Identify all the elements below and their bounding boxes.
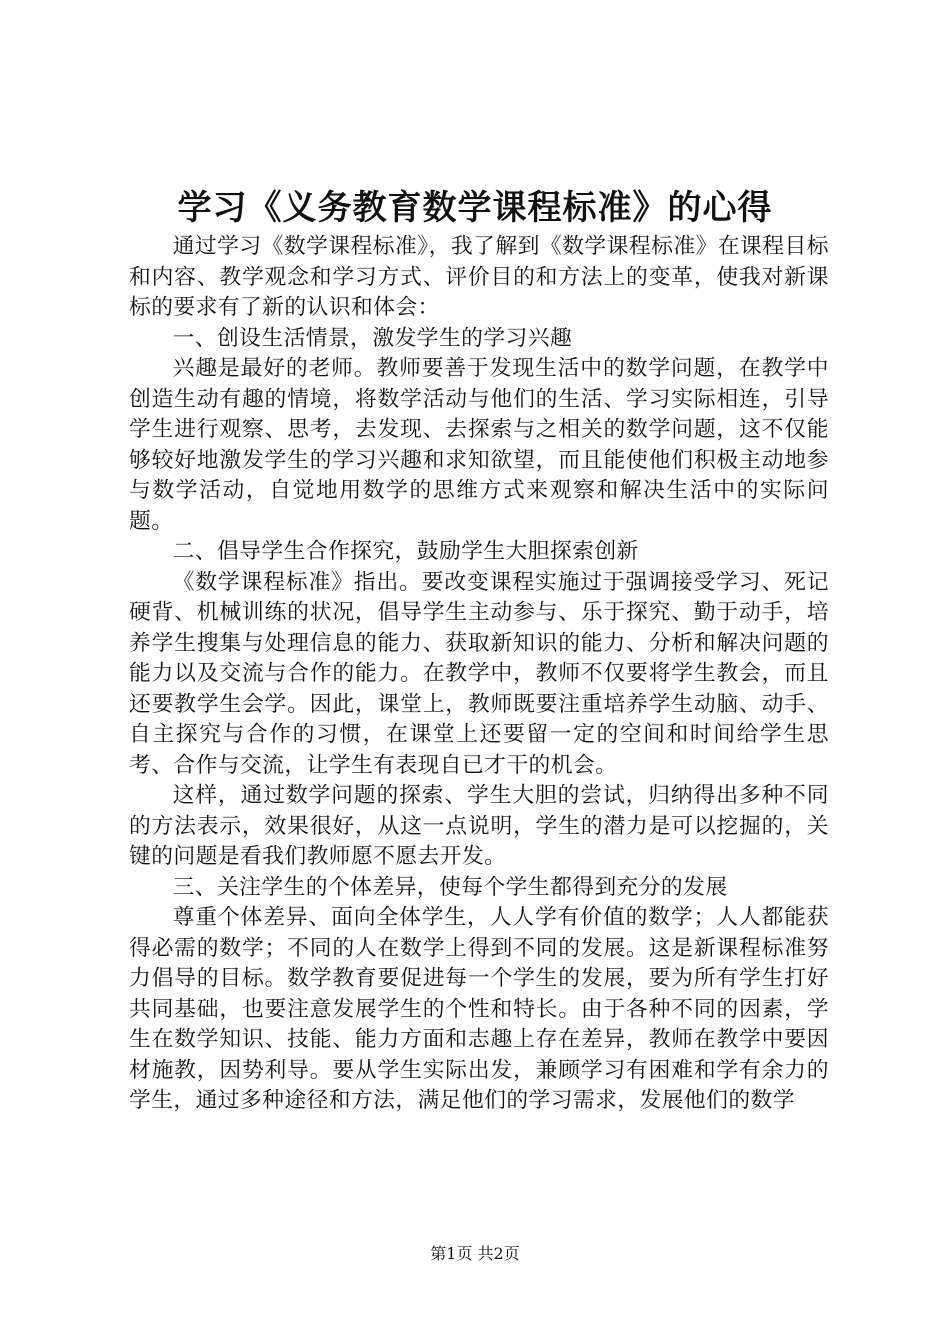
section-3-paragraph: 尊重个体差异、面向全体学生，人人学有价值的数学；人人都能获得必需的数学；不同的人在数学上得到不同的发展。这是新课程标准努力倡导的目标。数学教育要促进每一个学生的发展，要为所有学生打好共同基础，也要注意发展学生的个性和特长。由于各种不同的因素，学生在数学知识、技能、能力方面和志趣上存在差异，教师在教学中要因材施教，因势利导。要从学生实际出发，兼顾学习有困难和学有余力的学生，通过多种途径和方法，满足他们的学习需求，发展他们的数学	[129, 905, 829, 1113]
section-3-heading: 三、关注学生的个体差异，使每个学生都得到充分的发展	[172, 874, 728, 900]
intro-paragraph: 通过学习《数学课程标准》，我了解到《数学课程标准》在课程目标和内容、教学观念和学习方式、评价目的和方法上的变革，使我对新课标的要求有了新的认识和体会：	[129, 234, 829, 320]
section-2-paragraph-2: 这样，通过数学问题的探索、学生大胆的尝试，归纳得出多种不同的方法表示，效果很好，从这一点说明，学生的潜力是可以挖掘的，关键的问题是看我们教师愿不愿去开发。	[129, 783, 829, 869]
section-2-heading: 二、倡导学生合作探究，鼓励学生大胆探索创新	[172, 539, 639, 564]
section-2-paragraph-1: 《数学课程标准》指出。要改变课程实施过于强调接受学习、死记硬背、机械训练的状况，倡导学生主动参与、乐于探究、勤于动手，培养学生搜集与处理信息的能力、获取新知识的能力、分析和解决问题的能力以及交流与合作的能力。在教学中，教师不仅要将学生教会，而且还要教学生会学。因此，课堂上，教师既要注重培养学生动脑、动手、自主探究与合作的习惯，在课堂上还要留一定的空间和时间给学生思考、合作与交流，让学生有表现自已才干的机会。	[129, 569, 829, 778]
document-body	[129, 232, 829, 1117]
document-title: 学习《义务教育数学课程标准》的心得	[177, 188, 773, 228]
page-footer: 第1页 共2页	[430, 1244, 520, 1263]
section-1-heading: 一、创设生活情景，激发学生的学习兴趣	[172, 325, 573, 351]
section-1-paragraph: 兴趣是最好的老师。教师要善于发现生活中的数学问题，在教学中创造生动有趣的情境，将数学活动与他们的生活、学习实际相连，引导学生进行观察、思考，去发现、去探索与之相关的数学问题，这不仅能够较好地激发学生的学习兴趣和求知欲望，而且能使他们积极主动地参与数学活动，自觉地用数学的思维方式来观察和解决生活中的实际问题。	[129, 356, 829, 534]
